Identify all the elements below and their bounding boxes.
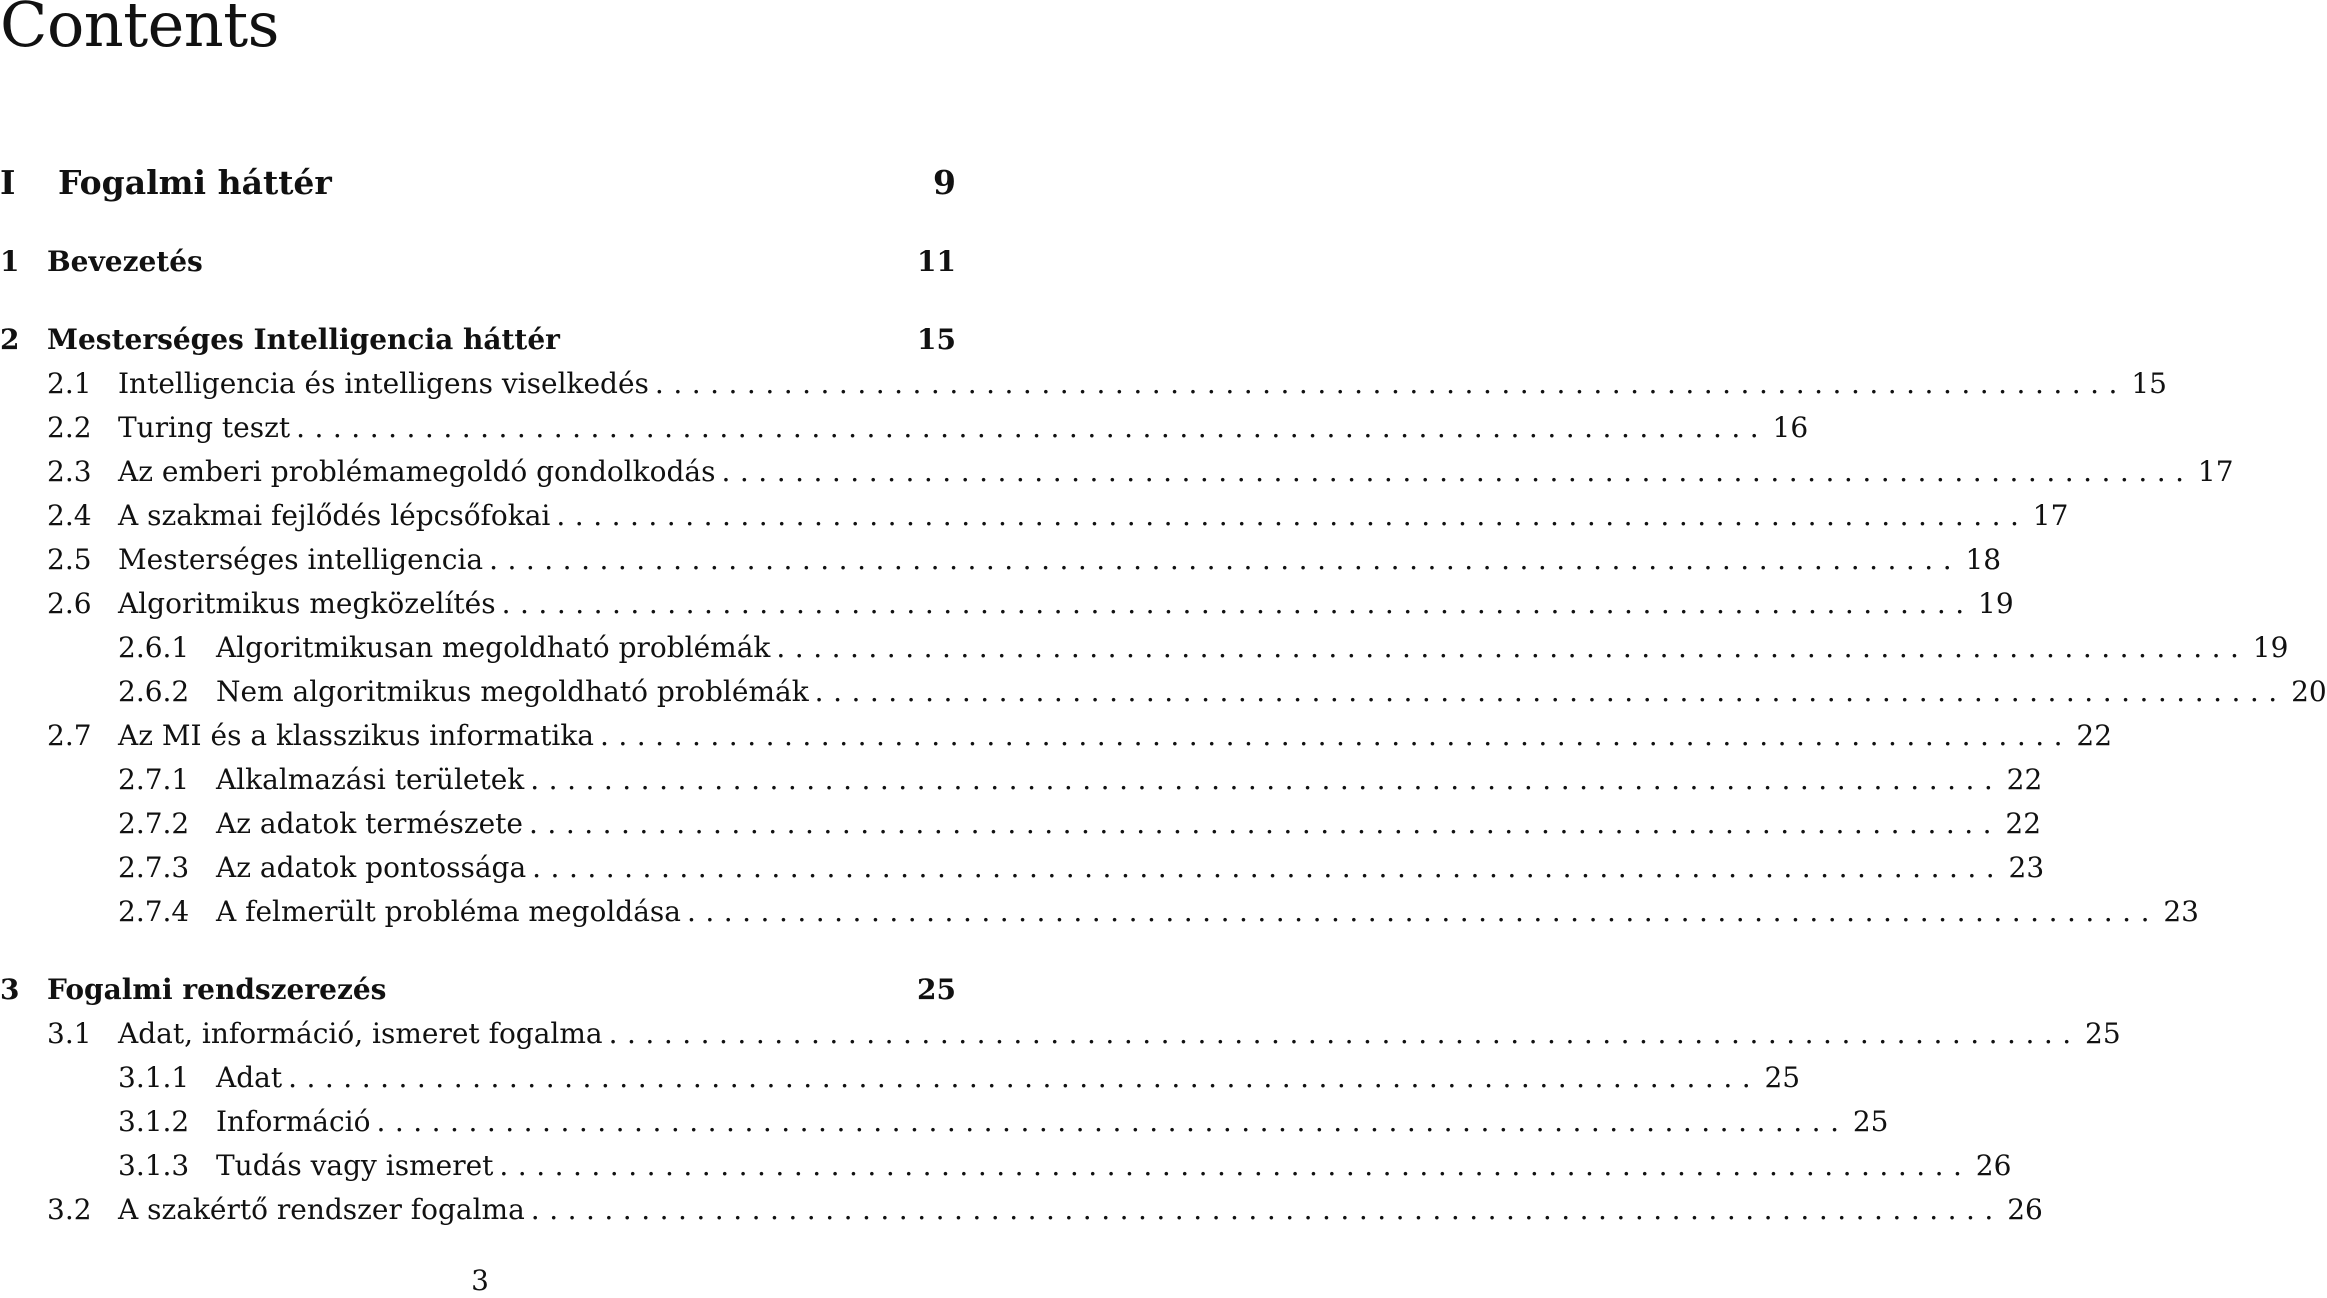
toc-entry-number: 3.1.2 — [118, 1105, 190, 1138]
toc-entry-number: 2.3 — [47, 455, 92, 488]
toc-entry-section[interactable] — [0, 406, 1809, 450]
toc-entry-page: 9 — [916, 160, 956, 206]
dot-leader: ................................................................................ — [654, 367, 2127, 400]
toc-entry-title: A szakértő rendszer fogalma — [118, 1188, 531, 1232]
toc-entry-title: A szakmai fejlődés lépcsőfokai — [118, 494, 556, 538]
toc-entry-number: 3.2 — [47, 1193, 92, 1226]
dot-leader: ................................................................................ — [530, 1193, 2003, 1226]
toc-entry-title: Algoritmikusan megoldható problémák — [216, 626, 776, 670]
toc-entry-title: Az adatok pontossága — [216, 846, 532, 890]
toc-entry-number: 2 — [0, 323, 20, 356]
toc-entry-number: 2.1 — [47, 367, 92, 400]
toc-entry-number: 2.7.2 — [118, 807, 190, 840]
page-number: 3 — [471, 1264, 489, 1297]
toc-entry-number: 2.2 — [47, 411, 92, 444]
toc-entry-title: A felmerült probléma megoldása — [216, 890, 687, 934]
toc-entry-section[interactable] — [0, 450, 2234, 494]
toc-entry-title: Az emberi problémamegoldó gondolkodás — [118, 450, 722, 494]
toc-entry-title: Fogalmi rendszerezés — [47, 968, 392, 1012]
toc-entry-page: 19 — [1974, 582, 2014, 626]
toc-entry-title: Adat, információ, ismeret fogalma — [118, 1012, 609, 1056]
toc-entry-page: 16 — [1768, 406, 1808, 450]
toc-entry-section[interactable] — [0, 362, 2167, 406]
dot-leader: ................................................................................ — [489, 543, 1962, 576]
dot-leader: ................................................................................ — [532, 851, 2005, 884]
dot-leader: ................................................................................ — [530, 763, 2003, 796]
toc-entry-subsection[interactable] — [0, 1056, 1801, 1100]
dot-leader: ................................................................................ — [686, 895, 2159, 928]
toc-entry-title: Bevezetés — [47, 240, 209, 284]
toc-entry-section[interactable] — [0, 714, 2113, 758]
toc-entry-title: Algoritmikus megközelítés — [118, 582, 502, 626]
dot-leader: ................................................................................ — [296, 411, 1769, 444]
toc-entry-section[interactable] — [0, 1012, 2121, 1056]
table-of-contents — [0, 160, 2327, 1232]
toc-entry-number: 2.5 — [47, 543, 92, 576]
toc-entry-subsection[interactable] — [0, 670, 2327, 714]
dot-leader: ................................................................................ — [499, 1149, 1972, 1182]
toc-entry-title: Mesterséges intelligencia — [118, 538, 489, 582]
toc-entry-page: 15 — [913, 318, 956, 362]
toc-entry-number: 2.6 — [47, 587, 92, 620]
toc-entry-subsection[interactable] — [0, 758, 2043, 802]
toc-entry-title: Intelligencia és intelligens viselkedés — [118, 362, 655, 406]
toc-entry-number: 3.1.1 — [118, 1061, 190, 1094]
toc-entry-page: 22 — [2001, 802, 2041, 846]
toc-entry-page: 25 — [913, 968, 956, 1012]
toc-entry-number: 2.7.1 — [118, 763, 190, 796]
toc-entry-page: 19 — [2248, 626, 2288, 670]
toc-entry-number: 2.7 — [47, 719, 92, 752]
toc-entry-section[interactable] — [0, 538, 2002, 582]
toc-entry-subsection[interactable] — [0, 846, 2045, 890]
toc-entry-number: 2.7.3 — [118, 851, 190, 884]
toc-entry-page: 25 — [2081, 1012, 2121, 1056]
dot-leader: ................................................................................ — [776, 631, 2249, 664]
toc-entry-page: 25 — [1848, 1100, 1888, 1144]
toc-entry-title: Mesterséges Intelligencia háttér — [47, 318, 566, 362]
toc-entry-title: Turing teszt — [118, 406, 296, 450]
toc-entry-subsection[interactable] — [0, 802, 2042, 846]
toc-entry-title: Az adatok természete — [216, 802, 529, 846]
toc-entry-title: Alkalmazási területek — [216, 758, 530, 802]
toc-entry-subsection[interactable] — [0, 1144, 2012, 1188]
toc-entry-page: 22 — [2072, 714, 2112, 758]
toc-entry-number: 2.6.1 — [118, 631, 190, 664]
dot-leader: ................................................................................ — [529, 807, 2002, 840]
toc-entry-section[interactable] — [0, 1188, 2043, 1232]
dot-leader: ................................................................................ — [608, 1017, 2081, 1050]
toc-entry-page: 23 — [2159, 890, 2199, 934]
toc-entry-subsection[interactable] — [0, 626, 2289, 670]
toc-entry-number: 2.7.4 — [118, 895, 190, 928]
toc-entry-subsection[interactable] — [0, 890, 2199, 934]
dot-leader: ................................................................................ — [556, 499, 2029, 532]
toc-entry-part[interactable] — [0, 160, 956, 206]
toc-entry-number: 3.1 — [47, 1017, 92, 1050]
dot-leader: ................................................................................ — [288, 1061, 1761, 1094]
toc-entry-chapter[interactable] — [0, 240, 956, 284]
dot-leader: ................................................................................ — [721, 455, 2194, 488]
dot-leader: ................................................................................ — [599, 719, 2073, 752]
page-title: Contents — [0, 0, 279, 61]
toc-entry-page: 17 — [2194, 450, 2234, 494]
toc-entry-page: 26 — [2003, 1188, 2043, 1232]
toc-entry-number: 3.1.3 — [118, 1149, 190, 1182]
toc-entry-number: 2.6.2 — [118, 675, 190, 708]
toc-entry-section[interactable] — [0, 582, 2014, 626]
toc-entry-chapter[interactable] — [0, 318, 956, 362]
toc-entry-number: 3 — [0, 973, 20, 1006]
dot-leader: ................................................................................ — [376, 1105, 1849, 1138]
toc-entry-page: 18 — [1961, 538, 2001, 582]
toc-entry-number: 1 — [0, 245, 20, 278]
toc-entry-subsection[interactable] — [0, 1100, 1889, 1144]
toc-entry-page: 15 — [2127, 362, 2167, 406]
toc-entry-section[interactable] — [0, 494, 2069, 538]
toc-entry-page: 11 — [913, 240, 956, 284]
toc-entry-title: Nem algoritmikus megoldható problémák — [216, 670, 815, 714]
toc-entry-page: 23 — [2004, 846, 2044, 890]
toc-entry-page: 22 — [2002, 758, 2042, 802]
dot-leader: ................................................................................ — [501, 587, 1974, 620]
toc-entry-title: Adat — [216, 1056, 288, 1100]
toc-entry-page: 25 — [1760, 1056, 1800, 1100]
toc-entry-page: 26 — [1971, 1144, 2011, 1188]
toc-entry-title: Fogalmi háttér — [58, 160, 338, 206]
toc-entry-page: 20 — [2287, 670, 2327, 714]
dot-leader: ................................................................................ — [814, 675, 2287, 708]
toc-entry-title: Az MI és a klasszikus informatika — [118, 714, 600, 758]
toc-entry-chapter[interactable] — [0, 968, 956, 1012]
toc-entry-page: 17 — [2028, 494, 2068, 538]
toc-entry-number: I — [0, 163, 16, 202]
toc-entry-title: Információ — [216, 1100, 376, 1144]
toc-entry-number: 2.4 — [47, 499, 92, 532]
toc-entry-title: Tudás vagy ismeret — [216, 1144, 499, 1188]
